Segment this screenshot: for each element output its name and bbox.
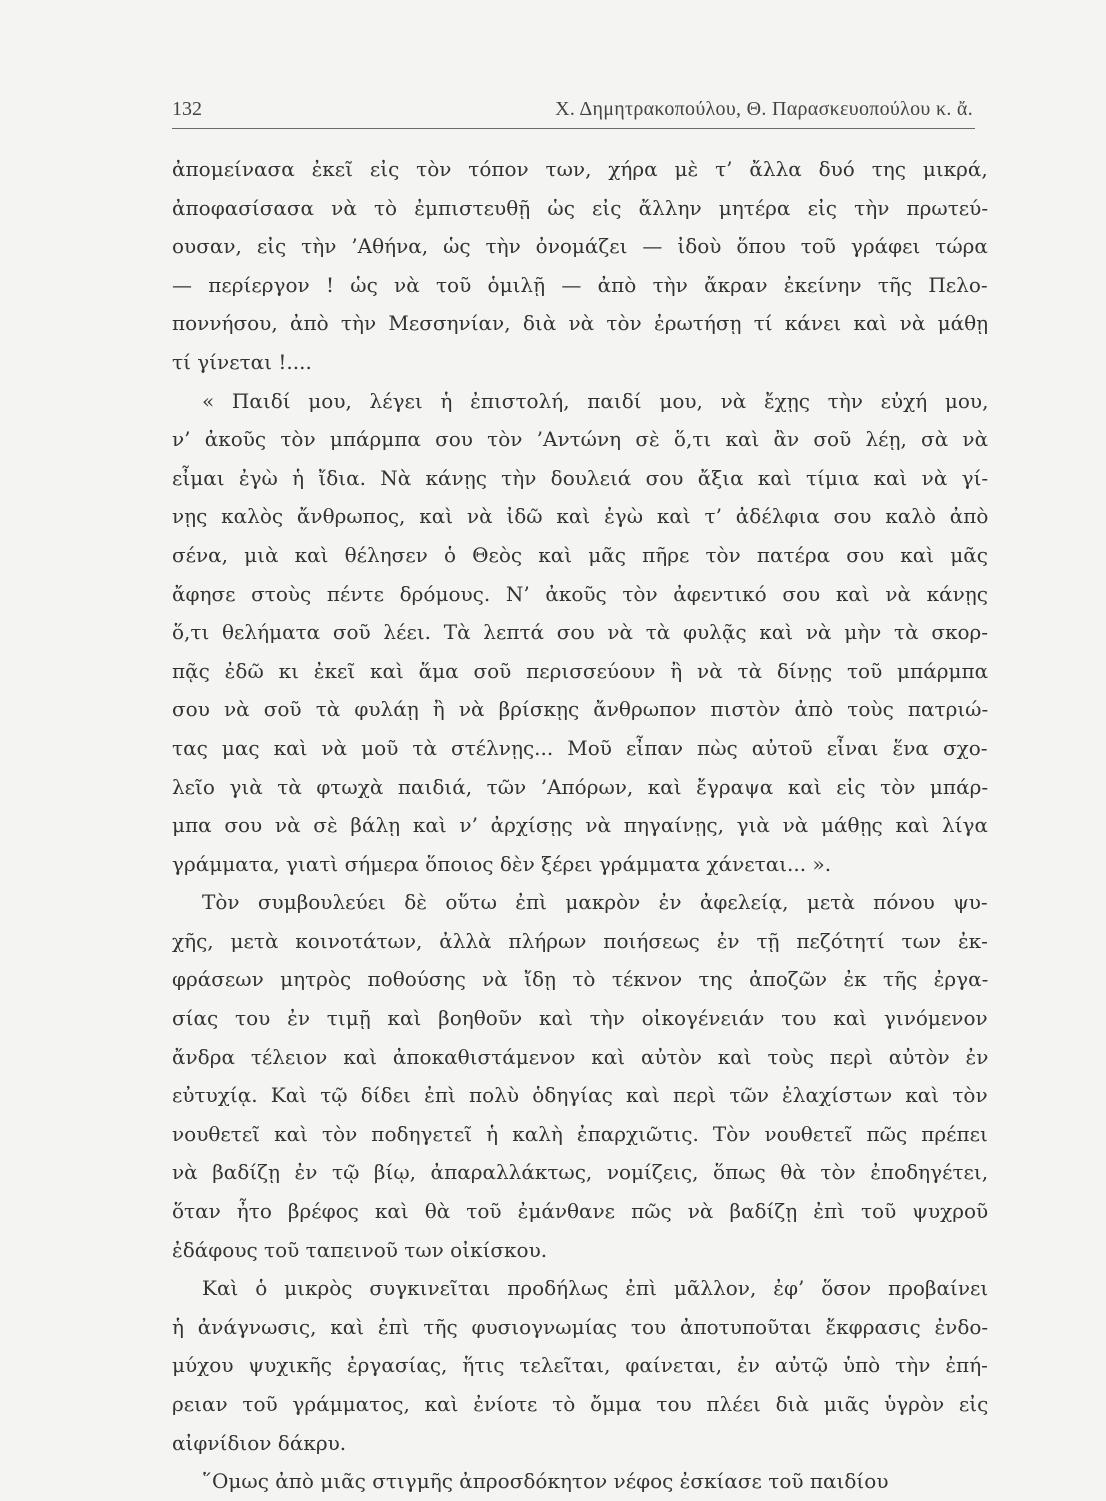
text-line: μπα σου νὰ σὲ βάλῃ καὶ ν’ ἀρχίσῃς νὰ πηγαίνῃς, γιὰ νὰ μάθῃς καὶ λίγα	[172, 813, 988, 838]
running-head: Χ. Δημητρακοπούλου, Θ. Παρασκευοπούλου κ. ἄ.	[555, 98, 973, 120]
text-line: ουσαν, εἰς τὴν ’Αθήνα, ὡς τὴν ὀνομάζει — ἰδοὺ ὅπου τοῦ γράφει τώρα	[172, 234, 988, 259]
text-line: « Παιδί μου, λέγει ἡ ἐπιστολή, παιδί μου, νὰ ἔχῃς τὴν εὐχή μου,	[202, 388, 988, 413]
text-line: αἰφνίδιον δάκρυ.	[172, 1430, 347, 1455]
text-line: λεῖο γιὰ τὰ φτωχὰ παιδιά, τῶν ’Απόρων, καὶ ἔγραψα καὶ εἰς τὸν μπάρ-	[172, 774, 988, 799]
text-line: φράσεων μητρὸς ποθούσης νὰ ἴδῃ τὸ τέκνον της ἀποζῶν ἐκ τῆς ἐργα-	[172, 967, 988, 992]
text-line: ἀπομείνασα ἐκεῖ εἰς τὸν τόπον των, χήρα μὲ τ’ ἄλλα δυό της μικρά,	[172, 157, 988, 181]
text-line: νῃς καλὸς ἄνθρωπος, καὶ νὰ ἰδῶ καὶ ἐγὼ καὶ τ’ ἀδέλφια σου καλὸ ἀπὸ	[172, 504, 988, 529]
text-line: Καὶ ὁ μικρὸς συγκινεῖται προδήλως ἐπὶ μᾶλλον, ἐφ’ ὅσον προβαίνει	[202, 1276, 988, 1301]
text-line: ὅταν ἦτο βρέφος καὶ θὰ τοῦ ἐμάνθανε πῶς νὰ βαδίζῃ ἐπὶ τοῦ ψυχροῦ	[172, 1199, 988, 1224]
text-line: πᾷς ἐδῶ κι ἐκεῖ καὶ ἅμα σοῦ περισσεύουν ἢ νὰ τὰ δίνῃς τοῦ μπάρμπα	[172, 658, 988, 683]
page-number: 132	[172, 98, 202, 120]
text-line: ἄφησε στοὺς πέντε δρόμους. Ν’ ἀκοῦς τὸν ἀφεντικό σου καὶ νὰ κάνῃς	[172, 581, 988, 606]
text-line: εἶμαι ἐγὼ ἡ ἴδια. Νὰ κάνῃς τὴν δουλειά σου ἄξια καὶ τίμια καὶ νὰ γί-	[172, 465, 988, 490]
text-line: ἡ ἀνάγνωσις, καὶ ἐπὶ τῆς φυσιογνωμίας του ἀποτυποῦται ἔκφρασις ἐνδο-	[172, 1314, 988, 1339]
text-line: τας μας καὶ νὰ μοῦ τὰ στέλνῃς... Μοῦ εἶπαν πὼς αὐτοῦ εἶναι ἕνα σχο-	[172, 735, 988, 760]
text-line: ῞Ομως ἀπὸ μιᾶς στιγμῆς ἀπροσδόκητον νέφος ἐσκίασε τοῦ παιδίου	[202, 1469, 889, 1494]
text-line: ποννήσου, ἀπὸ τὴν Μεσσηνίαν, διὰ νὰ τὸν ἐρωτήσῃ τί κάνει καὶ νὰ μάθῃ	[172, 311, 988, 336]
text-line: χῆς, μετὰ κοινοτάτων, ἀλλὰ πλήρων ποιήσεως ἐν τῇ πεζότητί των ἐκ-	[172, 928, 988, 953]
body-text	[172, 150, 988, 1501]
text-line: νὰ βαδίζῃ ἐν τῷ βίῳ, ἀπαραλλάκτως, νομίζεις, ὅπως θὰ τὸν ἐποδηγέτει,	[172, 1160, 988, 1185]
text-line: μύχου ψυχικῆς ἐργασίας, ἥτις τελεῖται, φαίνεται, ἐν αὐτῷ ὑπὸ τὴν ἐπή-	[172, 1353, 988, 1378]
text-line: σου νὰ σοῦ τὰ φυλάῃ ἢ νὰ βρίσκῃς ἄνθρωπον πιστὸν ἀπὸ τοὺς πατριώ-	[172, 697, 988, 722]
text-line: τί γίνεται !....	[172, 349, 312, 374]
text-line: ρειαν τοῦ γράμματος, καὶ ἐνίοτε τὸ ὄμμα του πλέει διὰ μιᾶς ὑγρὸν εἰς	[172, 1392, 988, 1416]
text-line: νουθετεῖ καὶ τὸν ποδηγετεῖ ἡ καλὴ ἐπαρχιῶτις. Τὸν νουθετεῖ πῶς πρέπει	[172, 1121, 988, 1146]
text-line: γράμματα, γιατὶ σήμερα ὅποιος δὲν ξέρει γράμματα χάνεται... ».	[172, 851, 832, 876]
text-line: σίας του ἐν τιμῇ καὶ βοηθοῦν καὶ τὴν οἰκογένειάν του καὶ γινόμενον	[172, 1006, 988, 1031]
page-header	[172, 94, 975, 129]
text-line: ἐδάφους τοῦ ταπεινοῦ των οἰκίσκου.	[172, 1237, 548, 1262]
text-line: ν’ ἀκοῦς τὸν μπάρμπα σου τὸν ’Αντώνη σὲ ὅ,τι καὶ ἂν σοῦ λέῃ, σὰ νὰ	[172, 427, 988, 452]
text-line: εὐτυχίᾳ. Καὶ τῷ δίδει ἐπὶ πολὺ ὁδηγίας καὶ περὶ τῶν ἐλαχίστων καὶ τὸν	[172, 1083, 988, 1108]
text-line: σένα, μιὰ καὶ θέλησεν ὁ Θεὸς καὶ μᾶς πῆρε τὸν πατέρα σου καὶ μᾶς	[172, 542, 988, 567]
text-line: ἄνδρα τέλειον καὶ ἀποκαθιστάμενον καὶ αὐτὸν καὶ τοὺς περὶ αὐτὸν ἐν	[172, 1044, 988, 1069]
text-line: ἀποφασίσασα νὰ τὸ ἐμπιστευθῇ ὡς εἰς ἄλλην μητέρα εἰς τὴν πρωτεύ-	[172, 195, 988, 220]
text-line: ὅ,τι θελήματα σοῦ λέει. Τὰ λεπτά σου νὰ τὰ φυλᾷς καὶ νὰ μὴν τὰ σκορ-	[172, 620, 988, 645]
text-line: Τὸν συμβουλεύει δὲ οὕτω ἐπὶ μακρὸν ἐν ἀφελείᾳ, μετὰ πόνου ψυ-	[202, 890, 988, 915]
text-line: — περίεργον ! ὡς νὰ τοῦ ὁμιλῇ — ἀπὸ τὴν ἄκραν ἐκείνην τῆς Πελο-	[172, 272, 988, 297]
